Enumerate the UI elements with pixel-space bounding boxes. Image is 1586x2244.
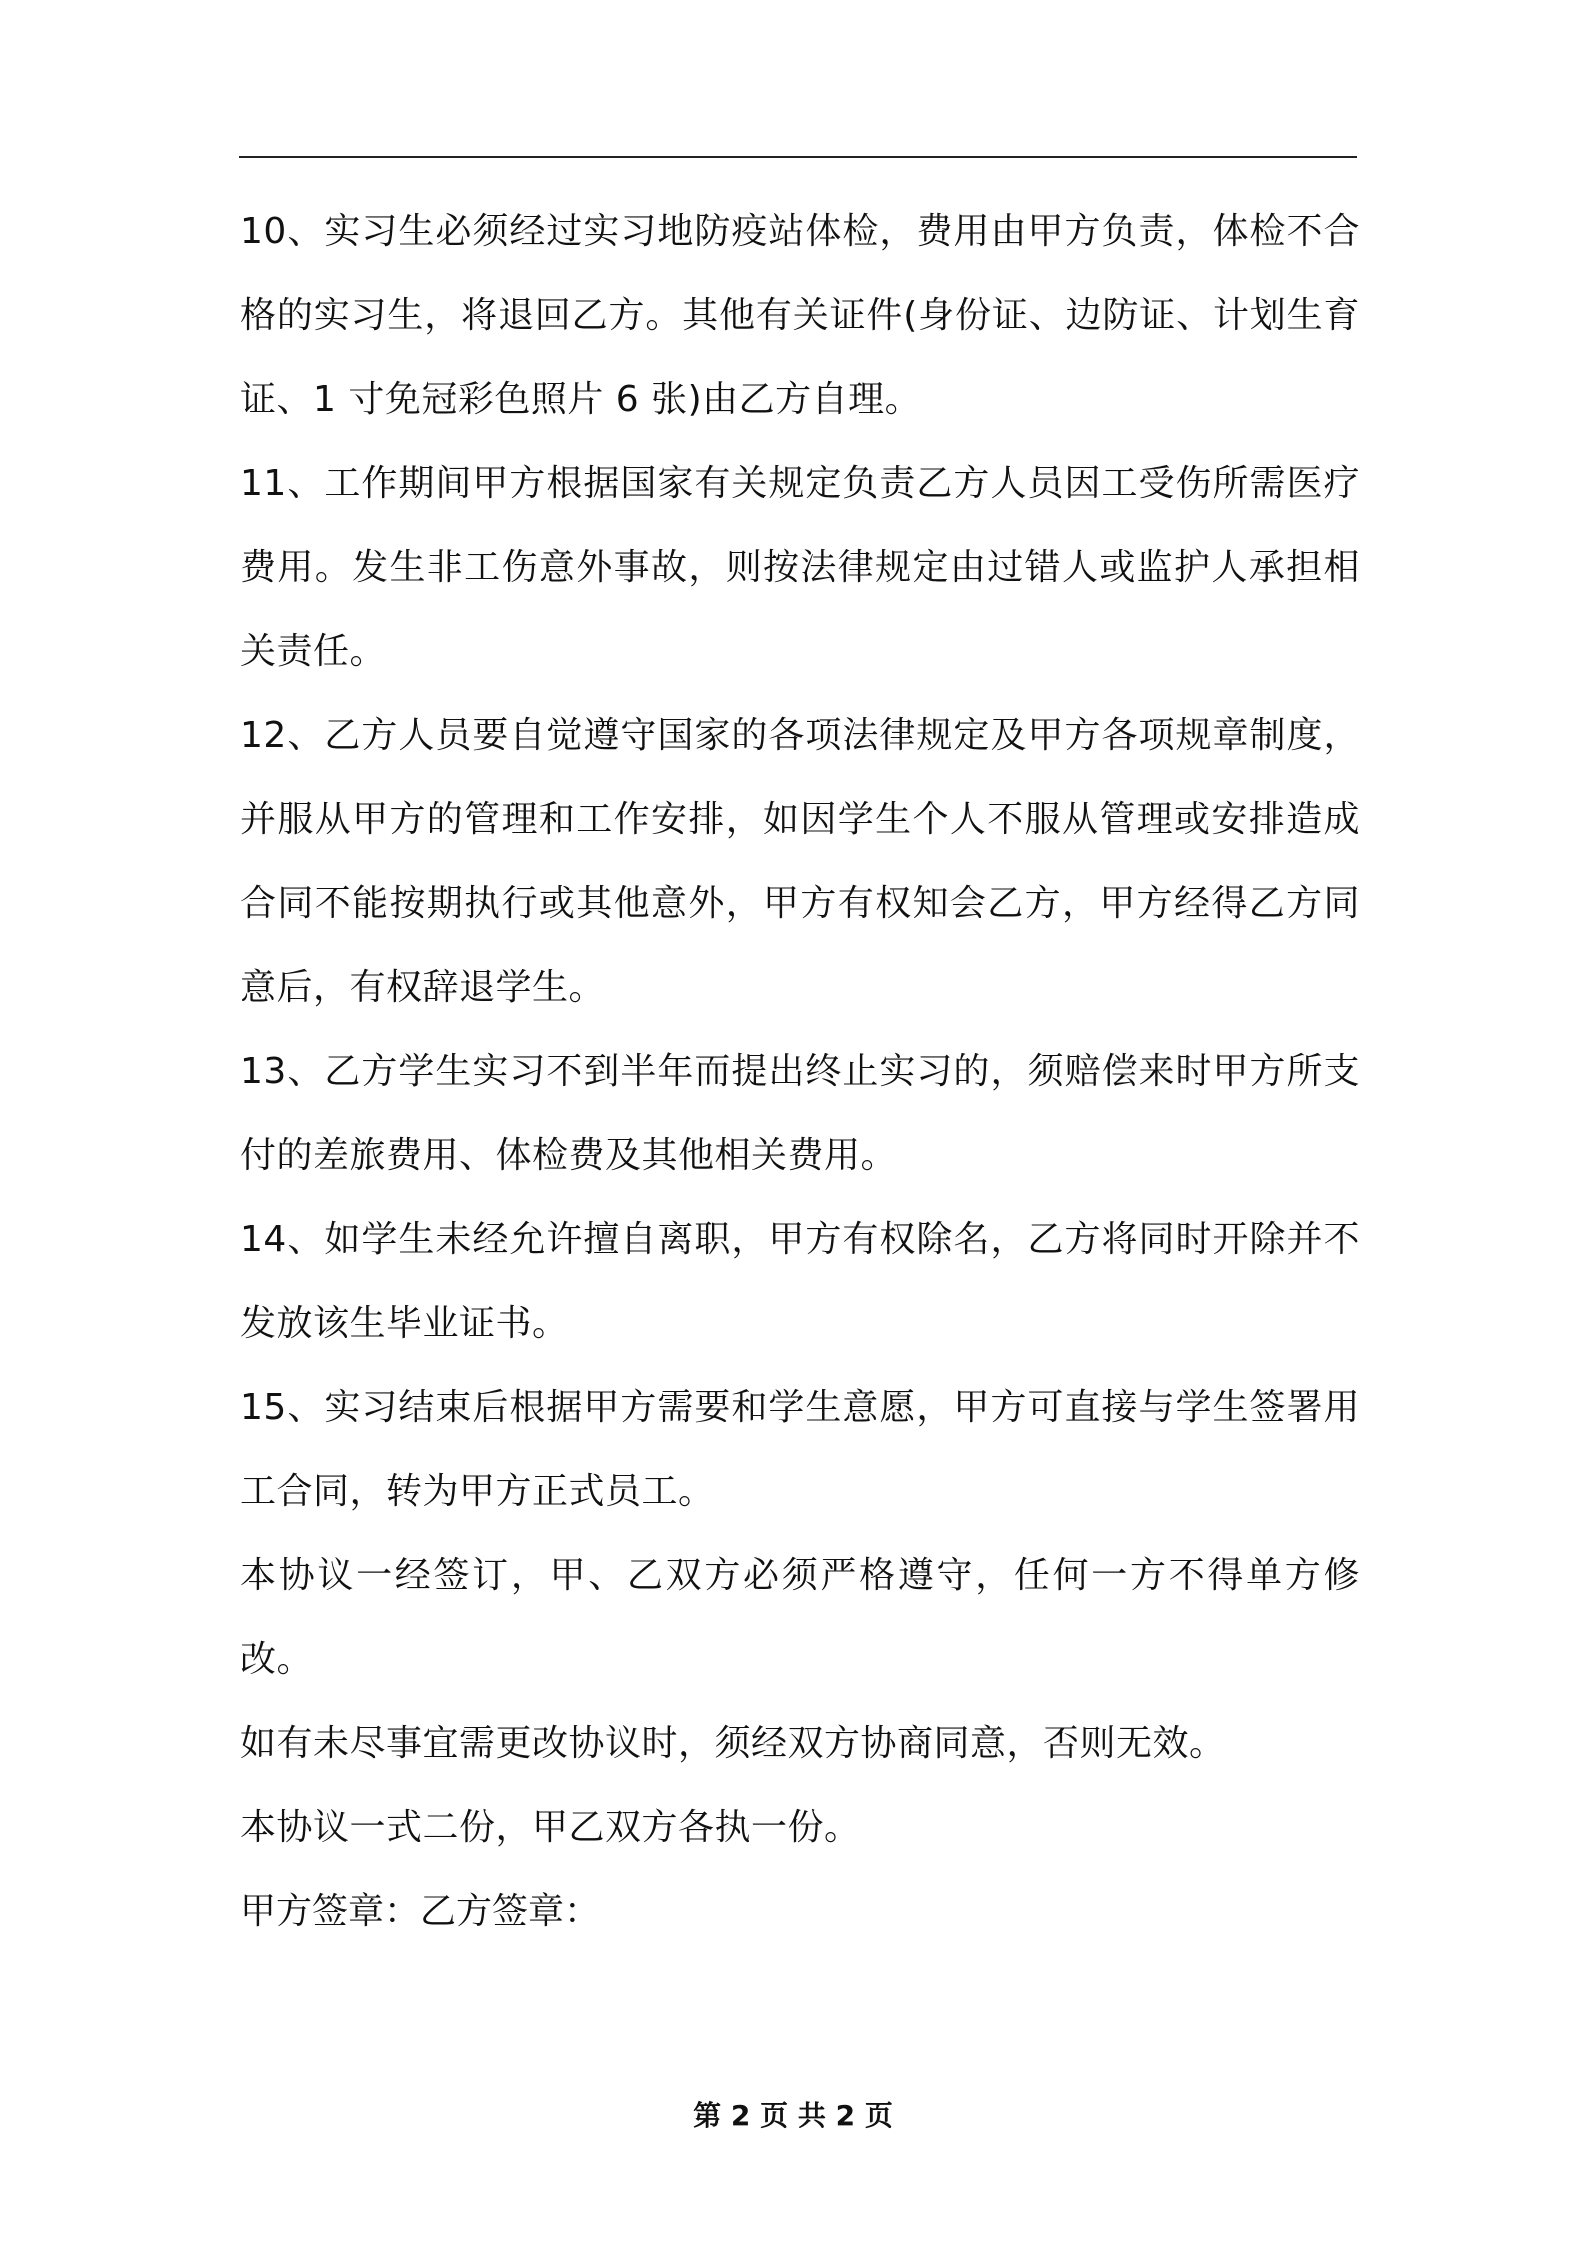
clause-13: 13、乙方学生实习不到半年而提出终止实习的，须赔偿来时甲方所支付的差旅费用、体检费及其他相关费用。: [240, 1051, 1360, 1176]
clause-11: 11、工作期间甲方根据国家有关规定负责乙方人员因工受伤所需医疗费用。发生非工伤意外事故，则按法律规定由过错人或监护人承担相关责任。: [240, 463, 1360, 672]
clause-12: 12、乙方人员要自觉遵守国家的各项法律规定及甲方各项规章制度，并服从甲方的管理和工作安排，如因学生个人不服从管理或安排造成合同不能按期执行或其他意外，甲方有权知会乙方，甲方经得乙方同意后，有权辞退学生。: [240, 715, 1360, 1008]
header-rule: [239, 156, 1357, 158]
document-body: [240, 190, 1360, 1954]
page-number: 第 2 页 共 2 页: [693, 2099, 893, 2132]
clause-10: 10、实习生必须经过实习地防疫站体检，费用由甲方负责，体检不合格的实习生，将退回乙方。其他有关证件(身份证、边防证、计划生育证、1 寸免冠彩色照片 6 张)由乙方自理。: [240, 211, 1360, 420]
agreement-binding: 本协议一经签订，甲、乙双方必须严格遵守，任何一方不得单方修改。: [240, 1555, 1360, 1680]
agreement-amendment: 如有未尽事宜需更改协议时，须经双方协商同意，否则无效。: [240, 1723, 1226, 1764]
clause-14: 14、如学生未经允许擅自离职，甲方有权除名，乙方将同时开除并不发放该生毕业证书。: [240, 1219, 1360, 1344]
agreement-copies: 本协议一式二份，甲乙双方各执一份。: [240, 1807, 861, 1848]
clause-15: 15、实习结束后根据甲方需要和学生意愿，甲方可直接与学生签署用工合同，转为甲方正式员工。: [240, 1387, 1360, 1512]
signature-line: 甲方签章：乙方签章：: [240, 1891, 601, 1932]
